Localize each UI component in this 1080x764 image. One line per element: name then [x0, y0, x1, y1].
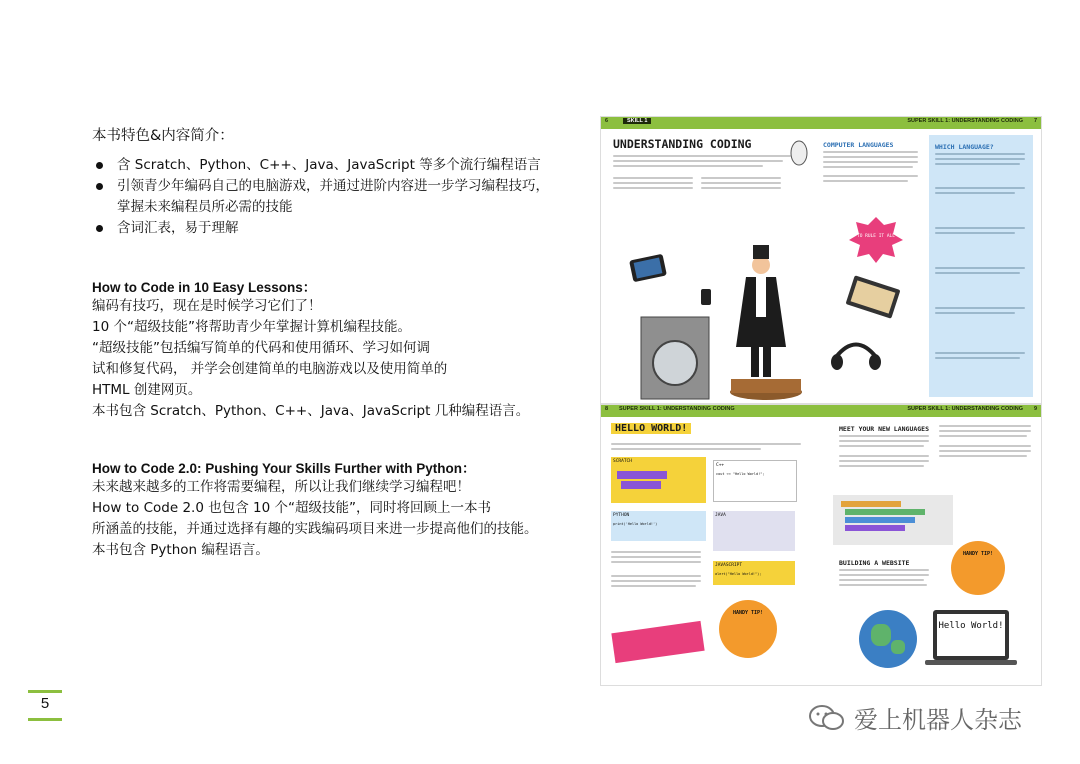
page-number: 5 — [40, 695, 50, 712]
book1-line: HTML 创建网页。 — [92, 382, 202, 398]
laptop-icon — [933, 610, 1009, 660]
spread-heading: HELLO WORLD! — [611, 423, 691, 434]
feature-text-cont: 掌握未来编程员所必需的技能 — [117, 199, 293, 215]
code-card-label: PYTHON — [613, 513, 630, 518]
text-line — [839, 465, 924, 467]
book1-line: “超级技能”包括编写简单的代码和使用循环、学习如何调 — [92, 340, 430, 356]
code-card-label: JAVA — [715, 513, 726, 518]
book-spread-top — [600, 116, 1042, 404]
watermark-text: 爱上机器人杂志 — [854, 706, 1022, 734]
text-line — [611, 443, 801, 445]
spread-subheading: BUILDING A WEBSITE — [839, 559, 910, 567]
pink-banner — [611, 621, 704, 663]
code-card-java — [713, 511, 795, 551]
code-line: alert("Hello World!"); — [715, 572, 762, 576]
text-line — [839, 574, 929, 576]
features-title: 本书特色&内容简介： — [92, 128, 234, 144]
feature-text: 引领青少年编码自己的电脑游戏，并通过进阶内容进一步学习编程技巧， — [117, 178, 549, 194]
spread-heading: UNDERSTANDING CODING — [613, 137, 752, 151]
text-line — [839, 435, 929, 437]
spread-subheading: MEET YOUR NEW LANGUAGES — [839, 425, 930, 433]
text-line — [839, 460, 929, 462]
book1-line: 编码有技巧，现在是时候学习它们了！ — [92, 298, 322, 314]
code-card-cpp — [713, 460, 797, 502]
text-line — [611, 551, 701, 553]
text-line — [939, 455, 1027, 457]
code-block — [617, 471, 667, 479]
laptop-base — [925, 660, 1017, 665]
book2-title: How to Code 2.0: Pushing Your Skills Further with Python： — [92, 461, 476, 476]
code-card-javascript — [713, 561, 795, 585]
code-card-python — [611, 511, 706, 541]
spread-subheading: COMPUTER LANGUAGES — [823, 141, 894, 149]
book2-line: How to Code 2.0 也包含 10 个“超级技能”，同时将回顾上一本书 — [92, 500, 491, 516]
text-line — [939, 435, 1027, 437]
skill-tab: SKILL 1 — [623, 118, 651, 124]
page-right-label: SUPER SKILL 1: UNDERSTANDING CODING — [907, 118, 1023, 124]
book2-line: 所涵盖的技能，并通过选择有趣的实践编码项目来进一步提高他们的技能。 — [92, 521, 538, 537]
coding-illustration — [601, 117, 1041, 403]
code-block — [841, 501, 901, 507]
book-spread-bottom — [600, 404, 1042, 686]
text-line — [611, 585, 696, 587]
bullet-icon — [96, 225, 103, 232]
text-line — [839, 440, 929, 442]
text-line — [839, 584, 927, 586]
bullet-icon — [96, 183, 103, 190]
laptop-screen-text: Hello World! — [937, 614, 1005, 656]
book2-line: 本书包含 Python 编程语言。 — [92, 542, 269, 558]
text-line — [839, 445, 924, 447]
book1-line: 试和修复代码， 并学会创建简单的电脑游戏以及使用简单的 — [92, 361, 448, 377]
feature-item — [92, 218, 549, 239]
code-card-label: SCRATCH — [613, 459, 632, 464]
text-line — [611, 561, 701, 563]
code-block — [621, 481, 661, 489]
book1-line: 10 个“超级技能”将帮助青少年掌握计算机编程技能。 — [92, 319, 411, 335]
code-line: cout << "Hello World!"; — [716, 472, 765, 476]
text-line — [839, 569, 929, 571]
code-line: print('Hello World!') — [613, 522, 658, 526]
feature-item — [92, 155, 549, 176]
page-left-number: 8 — [605, 406, 609, 412]
feature-text: 含 Scratch、Python、C++、Java、JavaScript 等多个流行编程语言 — [117, 157, 541, 173]
book2-description — [92, 477, 538, 561]
text-line — [939, 445, 1031, 447]
text-line — [611, 556, 701, 558]
feature-text: 含词汇表，易于理解 — [117, 220, 239, 236]
page-left-number: 6 — [605, 118, 609, 124]
handy-tip-badge-right — [951, 541, 1005, 595]
handy-tip-badge — [719, 600, 777, 658]
page-number-rule-bottom — [28, 718, 62, 721]
spread-subheading: WHICH LANGUAGE? — [935, 143, 994, 151]
code-block — [845, 509, 925, 515]
text-line — [611, 448, 761, 450]
book2-line: 未来越来越多的工作将需要编程，所以让我们继续学习编程吧！ — [92, 479, 470, 495]
code-card-label: C++ — [716, 463, 725, 468]
text-line — [939, 425, 1031, 427]
text-line — [611, 575, 701, 577]
text-line — [939, 430, 1031, 432]
watermark — [808, 700, 1022, 735]
scratch-blocks-panel — [833, 495, 953, 545]
globe-icon — [859, 610, 917, 668]
wechat-icon — [808, 703, 846, 733]
code-block — [845, 525, 905, 531]
text-line — [839, 579, 924, 581]
bullet-icon — [96, 162, 103, 169]
tip-label: HANDY TIP! — [962, 551, 994, 557]
burst-text: THE NEW CODE TO RULE IT ALL IS BRAIN IT! — [821, 234, 931, 239]
text-line — [839, 455, 929, 457]
code-card-label: JAVASCRIPT — [715, 563, 743, 568]
tip-label: HANDY TIP! — [732, 610, 764, 616]
feature-item — [92, 176, 549, 218]
text-line — [611, 580, 701, 582]
book1-line: 本书包含 Scratch、Python、C++、Java、JavaScript 几种编程语言。 — [92, 403, 530, 419]
code-card-scratch — [611, 457, 706, 503]
feature-list — [92, 155, 549, 239]
code-block — [845, 517, 915, 523]
page-right-number: 7 — [1033, 118, 1037, 124]
page-left-label: SUPER SKILL 1: UNDERSTANDING CODING — [619, 406, 735, 412]
page-right-label: SUPER SKILL 1: UNDERSTANDING CODING — [907, 406, 1023, 412]
book1-description — [92, 296, 529, 422]
text-line — [939, 450, 1031, 452]
page-right-number: 9 — [1033, 406, 1037, 412]
page-number-rule-top — [28, 690, 62, 693]
book1-title: How to Code in 10 Easy Lessons： — [92, 280, 317, 295]
